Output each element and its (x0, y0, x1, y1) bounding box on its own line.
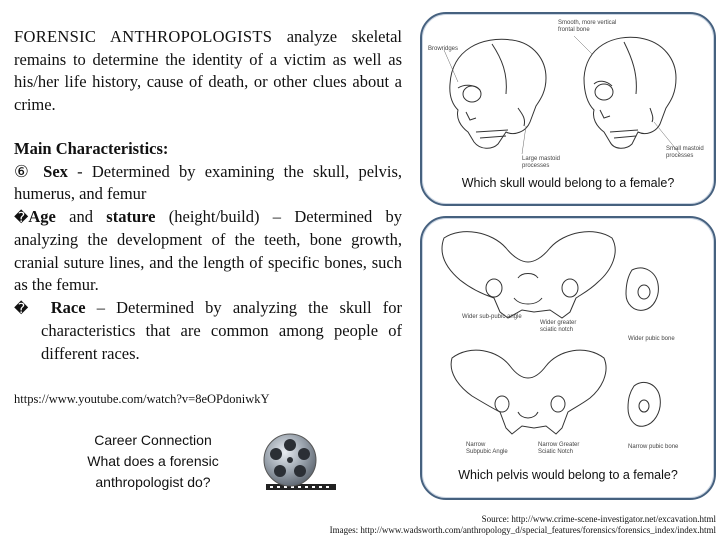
age-mid: and (55, 206, 107, 226)
sex-text: - Determined by examining the skull, pelvis, humerus, and femur (14, 161, 402, 203)
wide-angle-label: Wider sub-pubic angle (462, 314, 522, 320)
sex-term: Sex (43, 161, 68, 181)
characteristic-age (14, 206, 402, 297)
source-line: Source: http://www.crime-scene-investigator.net/excavation.html (481, 514, 716, 524)
skull-question: Which skull would belong to a female? (461, 176, 675, 190)
race-term: Race (50, 297, 86, 317)
age-term: Age (28, 206, 56, 226)
characteristic-race (14, 297, 402, 366)
intro-paragraph (14, 26, 402, 116)
characteristic-sex (14, 161, 402, 206)
film-reel-icon[interactable] (258, 432, 338, 496)
race-text: – Determined by analyzing the skull for characteristics that are common among people of different races. (41, 297, 402, 363)
large-mastoid-label: Large mastoid processes (522, 156, 561, 169)
age-bullet-icon: � (14, 209, 29, 226)
career-line3: anthropologist do? (95, 474, 211, 490)
narrow-pubic-label: Narrow pubic bone (628, 444, 679, 450)
wider-pubic-label: Wider pubic bone (628, 336, 675, 342)
narrow-angle-label: Narrow Subpubic Angle (466, 442, 508, 455)
age-text: (height/build) – Determined by analyzing the development of the teeth, bone growth, cranial suture lines, and the length of specific bones, such as the femur. (14, 206, 403, 294)
race-bullet-icon: � (14, 300, 29, 317)
characteristics-section (14, 138, 402, 365)
stature-term: stature (106, 206, 156, 226)
pelvis-question: Which pelvis would belong to a female? (458, 468, 678, 482)
source-credits (282, 514, 716, 536)
smooth-frontal-label: Smooth, more vertical frontal bone (558, 20, 617, 33)
characteristics-heading: Main Characteristics: (14, 139, 169, 158)
career-connection (70, 430, 236, 493)
pelvis-comparison-panel (420, 216, 716, 500)
career-title: Career Connection (94, 432, 212, 448)
skull-comparison-panel (420, 12, 716, 206)
small-mastoid-label: Small mastoid processes (666, 146, 704, 159)
greater-notch-label: Wider greater sciatic notch (540, 320, 577, 333)
images-line: Images: http://www.wadsworth.com/anthropology_d/special_features/forensics/forensics_index/index.html (329, 525, 716, 535)
narrow-notch-label: Narrow Greater Sciatic Notch (538, 442, 580, 455)
sex-bullet-icon: ⑥ (14, 161, 34, 181)
career-line2: What does a forensic (87, 453, 219, 469)
intro-lead: FORENSIC ANTHROPOLOGISTS (14, 27, 273, 46)
video-link[interactable]: https://www.youtube.com/watch?v=8eOPdoniwkY (14, 392, 270, 406)
browridges-label: Browridges (428, 46, 459, 52)
intro-body: analyze skeletal remains to determine the identity of a victim as well as his/her life history, cause of death, or other clues about a crime. (14, 27, 402, 114)
